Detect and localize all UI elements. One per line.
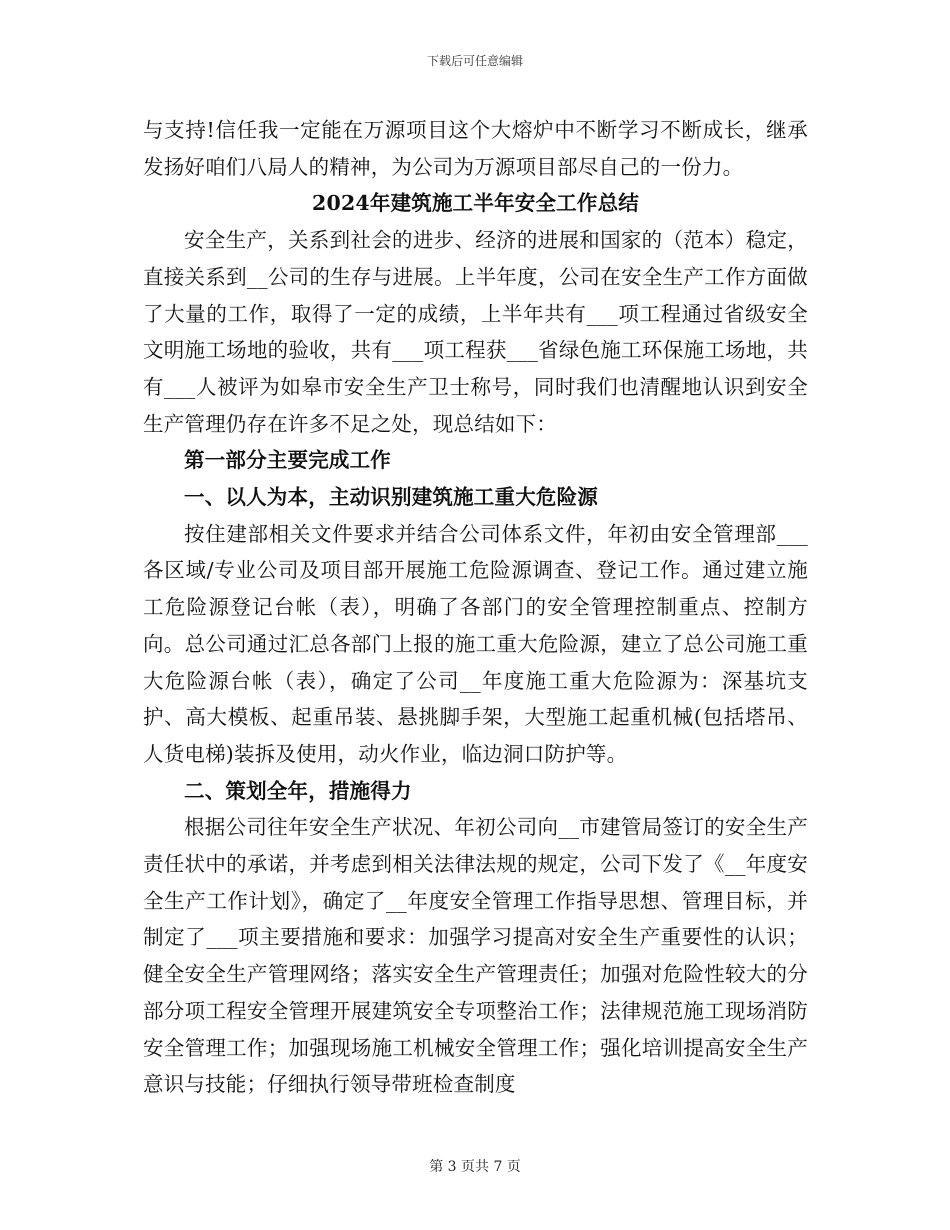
document-title: 2024年建筑施工半年安全工作总结 [312,191,639,216]
part-heading: 第一部分主要完成工作 [184,448,391,473]
document-body [143,112,808,1103]
section-1-paragraph: 按住建部相关文件要求并结合公司体系文件，年初由安全管理部___各区域/专业公司及项目部开展施工危险源调查、登记工作。通过建立施工危险源登记台帐（表），明确了各部门的安全管理控制重点、控制方向。总公司通过汇总各部门上报的施工重大危险源，建立了总公司施工重大危险源台帐（表），确定了公司__年度施工重大危险源为：深基坑支护、高大模板、起重吊装、悬挑脚手架，大型施工起重机械(包括塔吊、人货电梯)装拆及使用，动火作业，临边洞口防护等。 [143,521,808,766]
section-1-heading: 一、以人为本，主动识别建筑施工重大危险源 [184,485,598,510]
paragraph-1: 安全生产，关系到社会的进步、经济的进展和国家的（范本）稳定，直接关系到__公司的生存与进展。上半年度，公司在安全生产工作方面做了大量的工作，取得了一定的成绩，上半年共有___项工程通过省级安全文明施工场地的验收，共有___项工程获___省绿色施工环保施工场地，共有___人被评为如皋市安全生产卫士称号，同时我们也清醒地认识到安全生产管理仍存在许多不足之处，现总结如下： [143,228,808,436]
intro-paragraph: 与支持!信任我一定能在万源项目这个大熔炉中不断学习不断成长，继承发扬好咱们八局人的精神，为公司为万源项目部尽自己的一份力。 [143,118,808,179]
page-header-note: 下载后可任意编辑 [426,54,523,68]
section-2-heading: 二、策划全年，措施得力 [184,778,412,803]
section-2-paragraph: 根据公司往年安全生产状况、年初公司向__市建管局签订的安全生产责任状中的承诺，并考虑到相关法律法规的规定，公司下发了《__年度安全生产工作计划》，确定了__年度安全管理工作指导思想、管理目标，并制定了___项主要措施和要求：加强学习提高对安全生产重要性的认识；健全安全生产管理网络；落实安全生产管理责任；加强对危险性较大的分部分项工程安全管理开展建筑安全专项整治工作；法律规范施工现场消防安全管理工作；加强现场施工机械安全管理工作；强化培训提高安全生产意识与技能；仔细执行领导带班检查制度 [143,815,808,1097]
page-number: 第 3 页共 7 页 [429,1159,521,1175]
